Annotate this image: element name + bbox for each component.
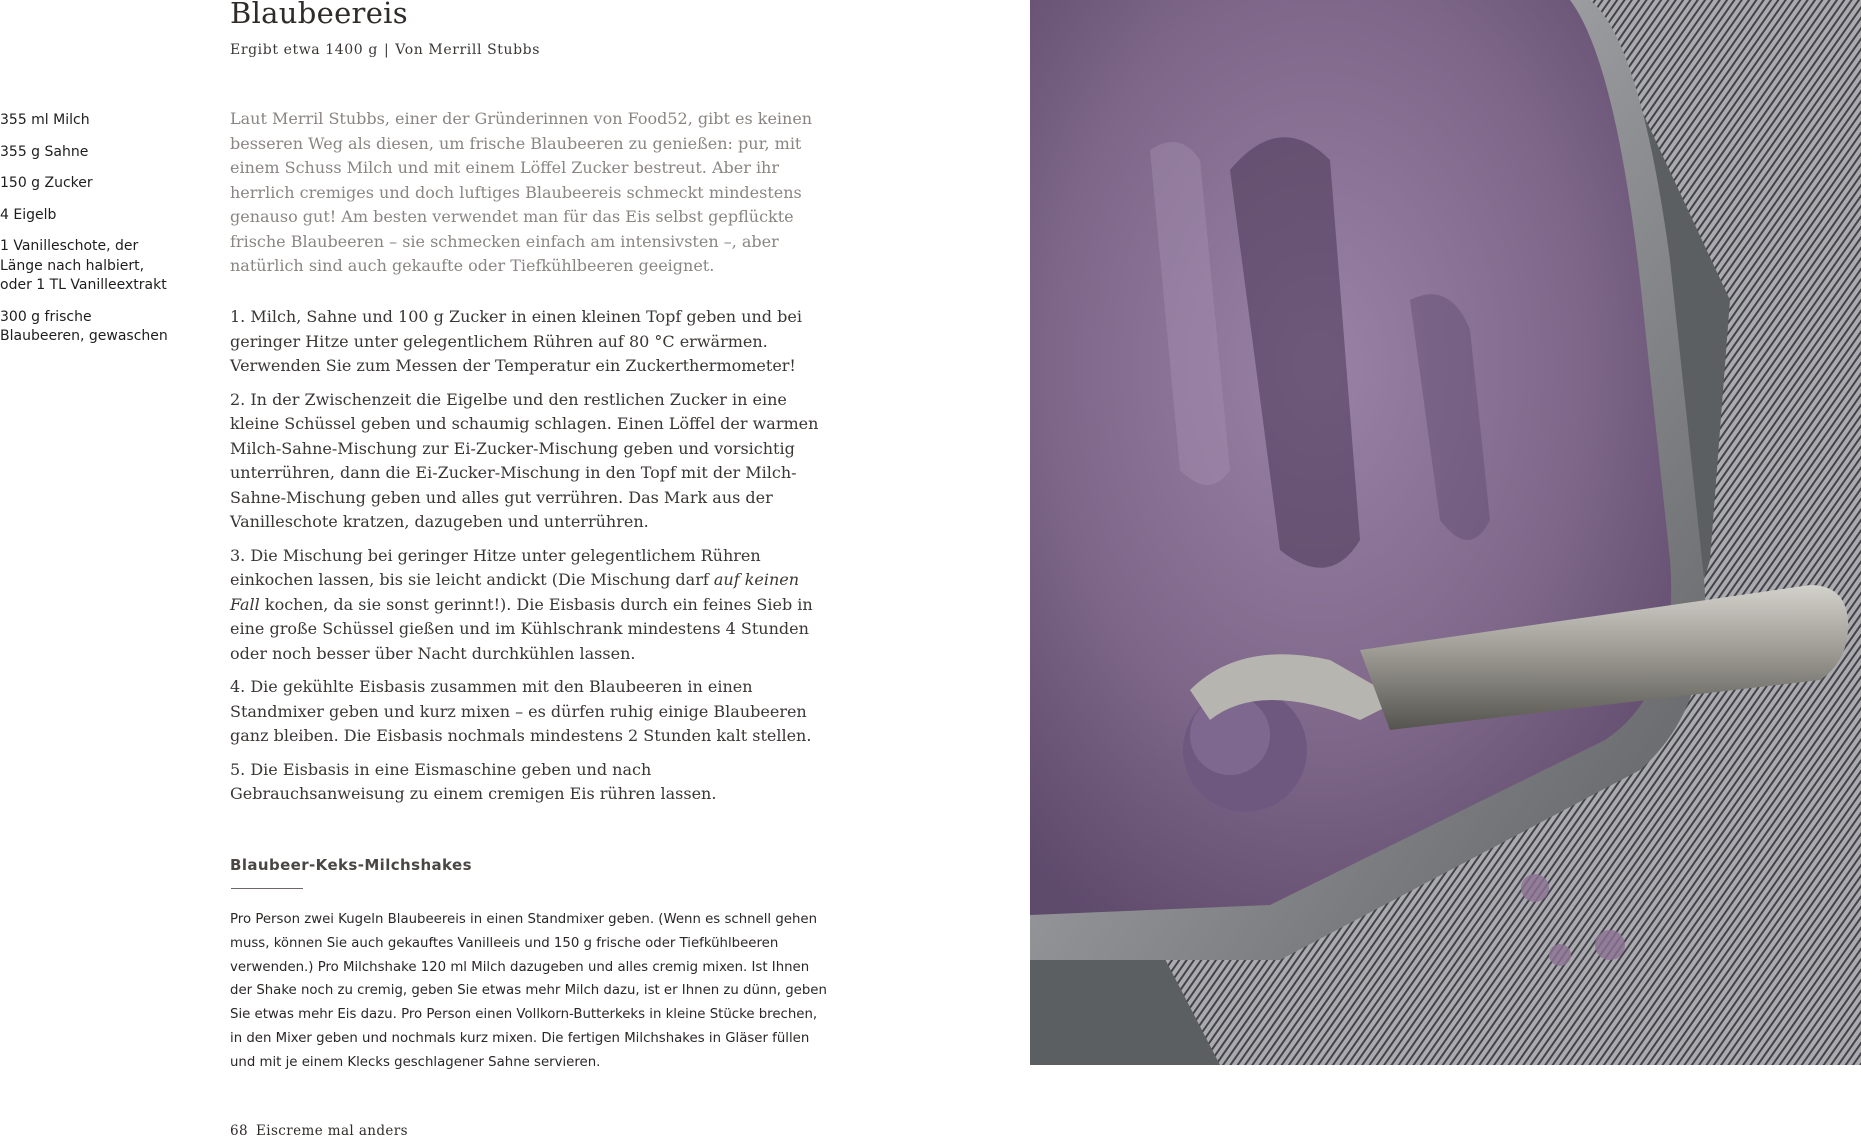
heading-underline	[231, 888, 303, 889]
chapter-title: Eiscreme mal anders	[255, 1123, 408, 1139]
method-step-4: 4. Die gekühlte Eisbasis zusammen mit den Blaubeeren in einen Standmixer geben und kurz mixen – es dürfen ruhig einige Blaubeeren ganz bleiben. Die Eisbasis nochmals mindestens 2 Stunden kalt stellen.	[230, 677, 812, 745]
milkshake-text: Pro Person zwei Kugeln Blaubeereis in einen Standmixer geben. (Wenn es schnell gehen muss, können Sie auch gekauftes Vanilleeis und 150 g frische oder Tiefkühlbeeren verwenden.) Pro Milchshake 120 ml Milch dazugeben und alles cremig mixen. Ist Ihnen der Shake noch zu cremig, geben Sie etwas mehr Milch dazu, ist er Ihnen zu dünn, geben Sie etwas mehr Eis dazu. Pro Person einen Vollkorn-Butterkeks in kleine Stücke brechen, in den Mixer geben und nochmals kurz mixen. Die fertigen Milchshakes in Gläser füllen und mit je einem Klecks geschlagener Sahne servieren.	[230, 912, 827, 1070]
milkshake-heading: Blaubeer-Keks-Milchshakes	[230, 856, 472, 874]
method-step-2: 2. In der Zwischenzeit die Eigelbe und den restlichen Zucker in eine kleine Schüssel geben und schaumig schlagen. Einen Löffel der warmen Milch-Sahne-Mischung zur Ei-Zucker-Mischung geben und vorsichtig unterrühren, dann die Ei-Zucker-Mischung in den Topf mit der Milch-Sahne-Mischung geben und alles gut verrühren. Das Mark aus der Vanilleschote kratzen, dazugeben und unterrühren.	[230, 389, 819, 531]
method-steps	[230, 305, 830, 816]
page-number: 68	[230, 1123, 248, 1139]
berry-drop-3	[1549, 944, 1571, 966]
method-step-3	[230, 544, 830, 667]
ingredient-item: 300 g frische Blaubeeren, gewaschen	[0, 308, 168, 344]
recipe-yield: Ergibt etwa 1400 g	[230, 42, 378, 58]
ingredient-item: 355 ml Milch	[0, 112, 90, 128]
intro-paragraph: Laut Merril Stubbs, einer der Gründerinnen von Food52, gibt es keinen besseren Weg als diesen, um frische Blaubeeren zu genießen: pur, mit einem Schuss Milch und mit einem Löffel Zucker bestreut. Aber ihr herrlich cremiges und doch luftiges Blaubeereis schmeckt mindestens genauso gut! Am besten verwendet man für das Eis selbst gepflückte frische Blaubeeren – sie schmecken einfach am intensivsten –, aber natürlich sind auch gekaufte oder Tiefkühlbeeren geeignet.	[230, 109, 813, 275]
blueberry-ice-cream-photo	[1030, 0, 1861, 1065]
step-3-emphasis: auf keinen Fall	[230, 570, 800, 614]
meta-separator: |	[383, 42, 390, 58]
method-step-5: 5. Die Eisbasis in eine Eismaschine geben und nach Gebrauchsanweisung zu einem cremigen Eis rühren lassen.	[230, 759, 717, 803]
step-3-text-start: 3. Die Mischung bei geringer Hitze unter gelegentlichem Rühren einkochen lassen, bis sie leicht andickt (Die Mischung darf	[230, 545, 761, 589]
berry-drop-2	[1595, 930, 1625, 960]
berry-drop-1	[1521, 874, 1549, 902]
ingredient-item: 150 g Zucker	[0, 175, 93, 191]
ingredient-item: 4 Eigelb	[0, 206, 57, 223]
step-3-text-end: kochen, da sie sonst gerinnt!). Die Eisbasis durch ein feines Sieb in eine große Schüssel gießen und im Kühlschrank mindestens 4 Stunden oder noch besser über Nacht durchkühlen lassen.	[230, 594, 813, 663]
method-step-1: 1. Milch, Sahne und 100 g Zucker in einen kleinen Topf geben und bei geringer Hitze unter gelegentlichem Rühren auf 80 °C erwärmen. Verwenden Sie zum Messen der Temperatur ein Zuckerthermometer!	[230, 307, 802, 375]
recipe-meta	[230, 42, 540, 58]
ingredient-list	[0, 111, 175, 359]
ingredient-item: 1 Vanilleschote, der Länge nach halbiert, oder 1 TL Vanilleextrakt	[0, 238, 167, 293]
page-footer	[230, 1123, 408, 1139]
recipe-title: Blaubeereis	[230, 0, 408, 30]
ingredient-item: 355 g Sahne	[0, 143, 89, 160]
recipe-author: Von Merrill Stubbs	[395, 42, 541, 58]
